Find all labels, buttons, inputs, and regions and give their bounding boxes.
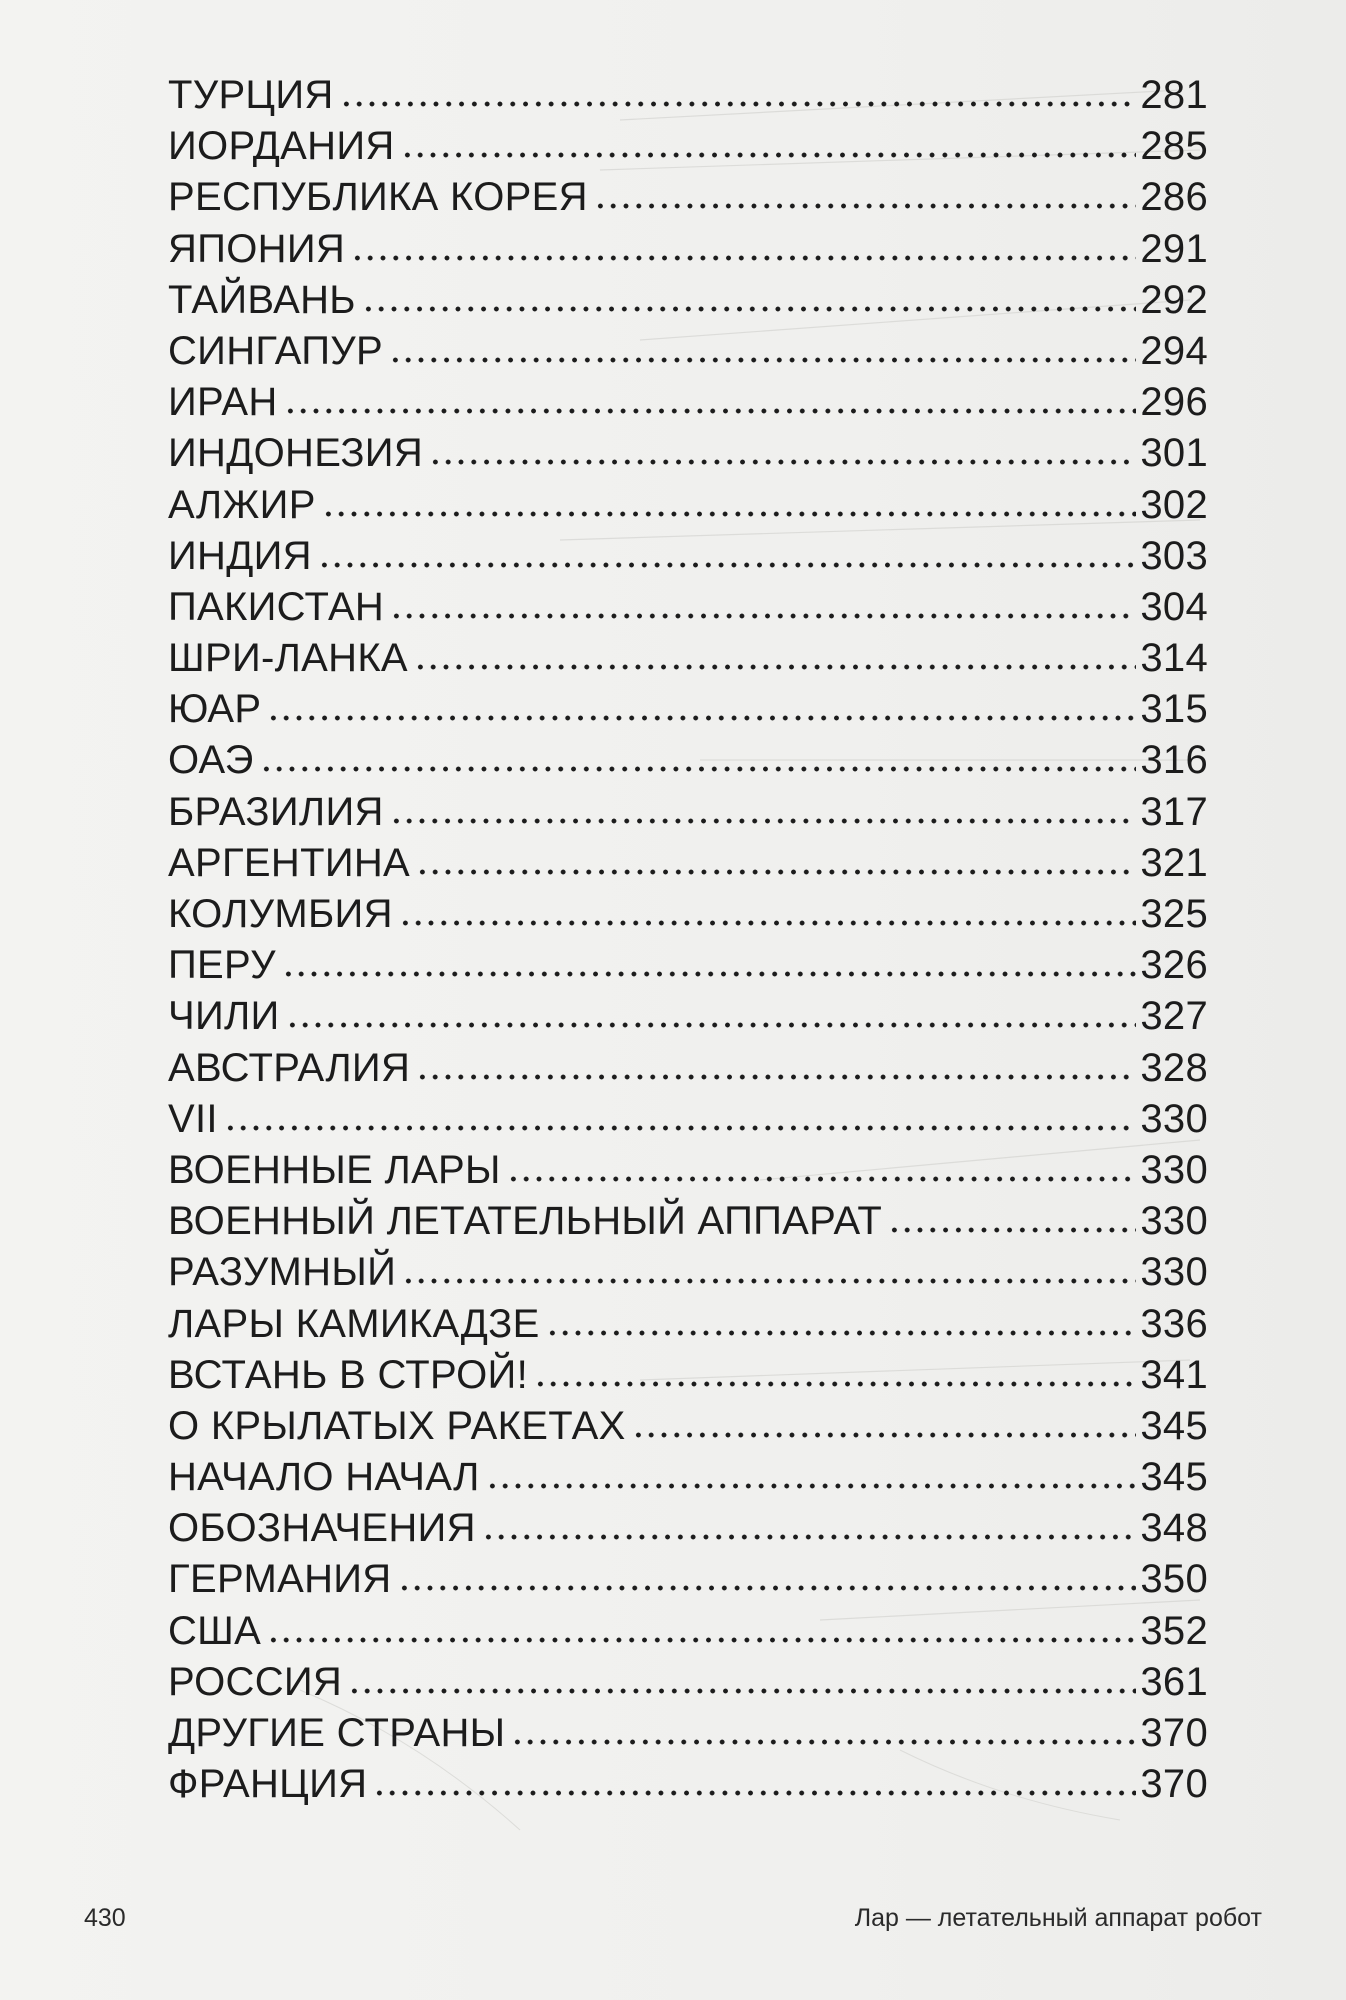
toc-entry-title: VII — [168, 1096, 218, 1141]
toc-entry-page: 281 — [1140, 73, 1208, 117]
toc-entry-title: РАЗУМНЫЙ — [168, 1250, 397, 1295]
toc-dot-leader — [267, 1634, 1136, 1644]
toc-entry-page: 317 — [1140, 789, 1208, 834]
toc-dot-leader — [390, 610, 1136, 620]
toc-entry — [168, 838, 1208, 889]
toc-entry — [168, 1759, 1208, 1810]
toc-entry-title: ТАЙВАНЬ — [168, 277, 356, 322]
toc-entry — [168, 1299, 1208, 1350]
toc-entry-page: 302 — [1140, 482, 1208, 527]
toc-entry-title: ИНДОНЕЗИЯ — [168, 431, 424, 476]
toc-dot-leader — [282, 968, 1137, 978]
toc-entry-page: 326 — [1140, 943, 1208, 988]
toc-entry-title: ПЕРУ — [168, 943, 276, 988]
toc-entry-page: 327 — [1140, 994, 1208, 1039]
toc-entry-page: 350 — [1140, 1557, 1208, 1602]
toc-entry — [168, 1247, 1208, 1298]
toc-entry — [168, 889, 1208, 940]
toc-entry-page: 348 — [1140, 1506, 1208, 1551]
toc-entry-title: РЕСПУБЛИКА КОРЕЯ — [168, 175, 588, 220]
toc-entry-title: ГЕРМАНИЯ — [168, 1557, 392, 1602]
toc-entry-page: 345 — [1140, 1403, 1208, 1448]
toc-entry-title: ФРАНЦИЯ — [168, 1762, 368, 1807]
toc-entry — [168, 1043, 1208, 1094]
toc-dot-leader — [399, 917, 1137, 927]
toc-dot-leader — [389, 354, 1136, 364]
toc-entry-title: ЧИЛИ — [168, 994, 280, 1039]
toc-entry-title: АЛЖИР — [168, 482, 316, 527]
toc-entry-page: 294 — [1140, 328, 1208, 373]
toc-entry-title: ОАЭ — [168, 738, 254, 783]
toc-dot-leader — [416, 866, 1136, 876]
toc-entry-title: ВСТАНЬ В СТРОЙ! — [168, 1352, 529, 1397]
toc-dot-leader — [286, 1019, 1137, 1029]
toc-entry-title: ДРУГИЕ СТРАНЫ — [168, 1711, 506, 1755]
toc-dot-leader — [401, 149, 1137, 159]
toc-entry-page: 345 — [1140, 1455, 1208, 1500]
toc-entry — [168, 1708, 1208, 1759]
toc-dot-leader — [322, 508, 1137, 518]
toc-entry-title: ОБОЗНАЧЕНИЯ — [168, 1506, 476, 1551]
toc-dot-leader — [546, 1327, 1137, 1337]
toc-dot-leader — [482, 1531, 1137, 1541]
toc-entry-page: 316 — [1140, 738, 1208, 783]
toc-entry — [168, 1196, 1208, 1247]
toc-entry — [168, 428, 1208, 479]
table-of-contents — [168, 70, 1208, 1810]
toc-dot-leader — [340, 98, 1137, 108]
toc-dot-leader — [348, 1685, 1136, 1695]
toc-entry-page: 370 — [1140, 1762, 1208, 1807]
toc-entry — [168, 633, 1208, 684]
toc-dot-leader — [390, 815, 1137, 825]
toc-entry-page: 314 — [1140, 636, 1208, 681]
toc-entry — [168, 172, 1208, 223]
toc-dot-leader — [398, 1582, 1137, 1592]
toc-entry-page: 370 — [1140, 1711, 1208, 1755]
toc-dot-leader — [224, 1122, 1137, 1132]
toc-entry — [168, 940, 1208, 991]
toc-dot-leader — [486, 1480, 1137, 1490]
toc-entry — [168, 1657, 1208, 1708]
toc-entry-page: 321 — [1140, 840, 1208, 885]
page-number: 430 — [84, 1904, 126, 1932]
toc-entry-page: 303 — [1140, 533, 1208, 578]
toc-entry — [168, 224, 1208, 275]
toc-dot-leader — [362, 303, 1137, 313]
toc-entry — [168, 1350, 1208, 1401]
running-title: Лар — летательный аппарат робот — [854, 1904, 1262, 1932]
toc-entry — [168, 684, 1208, 735]
toc-entry-page: 361 — [1140, 1659, 1208, 1704]
toc-entry-title: АРГЕНТИНА — [168, 840, 411, 885]
toc-dot-leader — [632, 1429, 1137, 1439]
toc-entry-title: СИНГАПУР — [168, 328, 383, 373]
toc-entry-title: НАЧАЛО НАЧАЛ — [168, 1455, 480, 1500]
toc-entry-page: 304 — [1140, 584, 1208, 629]
toc-entry — [168, 1452, 1208, 1503]
toc-entry — [168, 787, 1208, 838]
toc-entry-title: О КРЫЛАТЫХ РАКЕТАХ — [168, 1403, 626, 1448]
toc-entry-title: РОССИЯ — [168, 1659, 343, 1704]
toc-entry — [168, 326, 1208, 377]
toc-dot-leader — [507, 1173, 1137, 1183]
toc-dot-leader — [511, 1736, 1136, 1746]
toc-dot-leader — [351, 252, 1136, 262]
toc-entry-title: ШРИ-ЛАНКА — [168, 636, 408, 681]
toc-entry — [168, 1145, 1208, 1196]
toc-dot-leader — [594, 200, 1137, 210]
toc-entry — [168, 991, 1208, 1042]
toc-entry-title: ВОЕННЫЙ ЛЕТАТЕЛЬНЫЙ АППАРАТ — [168, 1199, 883, 1244]
toc-entry-title: ВОЕННЫЕ ЛАРЫ — [168, 1147, 501, 1192]
toc-entry-page: 292 — [1140, 277, 1208, 322]
toc-entry-title: ЯПОНИЯ — [168, 226, 346, 271]
toc-entry — [168, 70, 1208, 121]
toc-dot-leader — [402, 1275, 1136, 1285]
toc-entry — [168, 1503, 1208, 1554]
toc-entry — [168, 735, 1208, 786]
toc-entry-page: 336 — [1140, 1301, 1208, 1346]
toc-entry-title: ЮАР — [168, 687, 262, 732]
toc-entry-title: БРАЗИЛИЯ — [168, 789, 384, 834]
toc-entry — [168, 275, 1208, 326]
toc-entry — [168, 1401, 1208, 1452]
toc-entry — [168, 480, 1208, 531]
toc-entry-page: 296 — [1140, 380, 1208, 425]
toc-dot-leader — [267, 712, 1136, 722]
toc-entry-page: 330 — [1140, 1096, 1208, 1141]
toc-entry-page: 325 — [1140, 892, 1208, 936]
toc-entry-page: 341 — [1140, 1352, 1208, 1397]
toc-entry-page: 330 — [1140, 1199, 1208, 1244]
toc-entry-page: 330 — [1140, 1250, 1208, 1295]
toc-entry-title: США — [168, 1608, 262, 1653]
toc-dot-leader — [260, 763, 1137, 773]
toc-entry-page: 285 — [1140, 124, 1208, 169]
toc-entry — [168, 377, 1208, 428]
toc-dot-leader — [888, 1224, 1136, 1234]
toc-entry-page: 330 — [1140, 1147, 1208, 1192]
toc-entry-page: 352 — [1140, 1608, 1208, 1653]
toc-entry — [168, 582, 1208, 633]
toc-entry-title: АВСТРАЛИЯ — [168, 1045, 411, 1090]
toc-entry-title: ПАКИСТАН — [168, 584, 385, 629]
toc-entry — [168, 1554, 1208, 1605]
toc-dot-leader — [414, 661, 1136, 671]
toc-entry-page: 291 — [1140, 226, 1208, 271]
toc-entry-title: КОЛУМБИЯ — [168, 892, 393, 936]
toc-dot-leader — [284, 405, 1137, 415]
toc-entry-title: ИРАН — [168, 380, 278, 425]
toc-dot-leader — [429, 456, 1136, 466]
toc-entry — [168, 1094, 1208, 1145]
toc-dot-leader — [534, 1378, 1136, 1388]
toc-dot-leader — [416, 1071, 1136, 1081]
toc-entry-page: 286 — [1140, 175, 1208, 220]
toc-entry — [168, 1606, 1208, 1657]
toc-entry — [168, 531, 1208, 582]
toc-entry-page: 328 — [1140, 1045, 1208, 1090]
toc-entry-page: 301 — [1140, 431, 1208, 476]
toc-dot-leader — [373, 1787, 1136, 1797]
toc-entry-title: ЛАРЫ КАМИКАДЗЕ — [168, 1301, 540, 1346]
toc-entry-title: ИОРДАНИЯ — [168, 124, 395, 169]
toc-entry-title: ТУРЦИЯ — [168, 73, 334, 117]
toc-dot-leader — [318, 559, 1136, 569]
toc-entry-title: ИНДИЯ — [168, 533, 312, 578]
toc-entry-page: 315 — [1140, 687, 1208, 732]
toc-entry — [168, 121, 1208, 172]
